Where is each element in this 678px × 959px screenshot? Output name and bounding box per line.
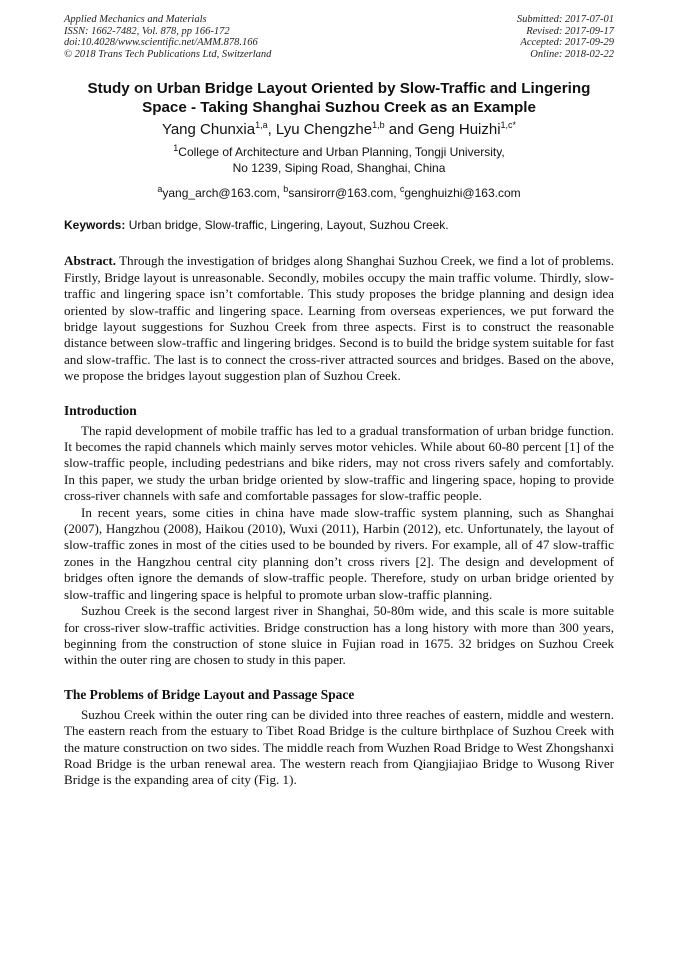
email-address: sansirorr@163.com	[288, 186, 394, 201]
author-separator: and	[384, 121, 418, 139]
author-name: Geng Huizhi	[418, 121, 501, 139]
author-separator: ,	[267, 121, 276, 139]
paragraph: The rapid development of mobile traffic has led to a gradual transformation of urban bridge function. It becomes the rapid channels which mainly serves motor vehicles. While about 60-80 percent [1] of the slow-traffic people, including pedestrians and bike riders, may not cross rivers safely and comfortably. In this paper, we study the urban bridge oriented by slow-traffic and lingering space, hoping to provide cross-river channels with safe and comfortable passages for slow-traffic people.	[64, 422, 614, 504]
author-name: Yang Chunxia	[161, 121, 256, 139]
author-affil-sup: 1,c*	[500, 120, 517, 131]
keywords-label: Keywords:	[64, 218, 126, 233]
section-heading-introduction: Introduction	[64, 402, 137, 418]
submission-dates	[517, 14, 614, 60]
paragraph: Suzhou Creek within the outer ring can be divided into three reaches of eastern, middle and western. The eastern reach from the estuary to Tibet Road Bridge is the culture birthplace of Suzhou Creek with the mature construction on two sides. The middle reach from Wuzhen Road Bridge to West Zhongshanxi Road Bridge is the urban renewal area. The western reach from Qiangjiajiao Bridge to Wusong River Bridge is the expanding area of city (Fig. 1).	[64, 706, 614, 788]
email-separator: ,	[276, 186, 284, 201]
journal-name: Applied Mechanics and Materials	[64, 14, 207, 25]
author-name: Lyu Chengzhe	[275, 121, 373, 139]
copyright-line: © 2018 Trans Tech Publications Ltd, Switzerland	[64, 48, 272, 60]
email-sup: b	[283, 184, 289, 195]
section-heading-problems: The Problems of Bridge Layout and Passage Space	[64, 686, 355, 702]
author-affil-sup: 1,b	[372, 120, 385, 131]
author-list	[64, 120, 614, 140]
author-affil-sup: 1,a	[255, 120, 268, 131]
revised-date: Revised: 2017-09-17	[526, 25, 614, 37]
doi-line: doi:10.4028/www.scientific.net/AMM.878.166	[64, 37, 258, 49]
journal-header	[64, 14, 614, 60]
submitted-date: Submitted: 2017-07-01	[516, 14, 614, 25]
abstract-label: Abstract.	[64, 253, 116, 269]
paper-page	[64, 14, 614, 789]
accepted-date: Accepted: 2017-09-29	[520, 37, 614, 49]
affiliation-line-1: College of Architecture and Urban Planning, Tongji University,	[178, 145, 505, 160]
journal-info	[64, 14, 271, 60]
email-sup: c	[399, 184, 405, 195]
email-address: yang_arch@163.com	[162, 186, 277, 201]
paragraph: In recent years, some cities in china have made slow-traffic system planning, such as Shanghai (2007), Hangzhou (2008), Haikou (2010), Wuxi (2011), Harbin (2012), etc. Unfortunately, the layout of slow-traffic zones in most of the cities used to be bounded by rivers. For example, all of 47 slow-traffic zones in the Hangzhou central city planning don’t cross rivers [2]. The design and development of bridges often ignore the demands of slow-traffic people. Therefore, study on urban bridge oriented by slow-traffic and lingering space is helpful to promote urban slow-traffic planning.	[64, 504, 614, 602]
email-separator: ,	[393, 186, 400, 201]
issn-line: ISSN: 1662-7482, Vol. 878, pp 166-172	[64, 25, 230, 37]
author-emails	[64, 185, 614, 201]
affiliation-line-2: No 1239, Siping Road, Shanghai, China	[232, 161, 446, 176]
affiliation-sup: 1	[173, 143, 179, 154]
keywords-text: Urban bridge, Slow-traffic, Lingering, Layout, Suzhou Creek.	[125, 218, 449, 233]
paper-title: Study on Urban Bridge Layout Oriented by Slow-Traffic and Lingering Space - Taking Shanghai Suzhou Creek as an Example	[87, 80, 591, 117]
online-date: Online: 2018-02-22	[530, 48, 614, 60]
paragraph: Suzhou Creek is the second largest river in Shanghai, 50-80m wide, and this scale is more suitable for cross-river slow-traffic activities. Bridge construction has a long history with more than 300 years, beginning from the construction of stone sluice in Fujian road in 1675. 32 bridges on Suzhou Creek within the outer ring are chosen to study in this paper.	[64, 603, 614, 668]
keywords	[64, 217, 614, 233]
abstract-text: Through the investigation of bridges along Shanghai Suzhou Creek, we find a lot of problems. Firstly, Bridge layout is unreasonable. Secondly, mobiles occupy the main traffic volume. Thirdly, slow-traffic and lingering space isn’t comfortable. This study proposes the bridge planning and design idea oriented by slow-traffic and lingering space. Learning from overseas experiences, we put forward the bridge layout suggestions for Suzhou Creek from three aspects. First is to construct the reasonable distance between slow-traffic and lingering bridges. Second is to build the bridge system suitable for fast and slow-traffic. The last is to connect the cross-river attracted sources and bridges. Based on the above, we propose the bridges layout suggestion plan of Suzhou Creek.	[64, 253, 614, 384]
email-sup: a	[157, 184, 163, 195]
email-address: genghuizhi@163.com	[404, 186, 521, 201]
affiliation	[64, 144, 614, 176]
abstract	[64, 253, 614, 384]
